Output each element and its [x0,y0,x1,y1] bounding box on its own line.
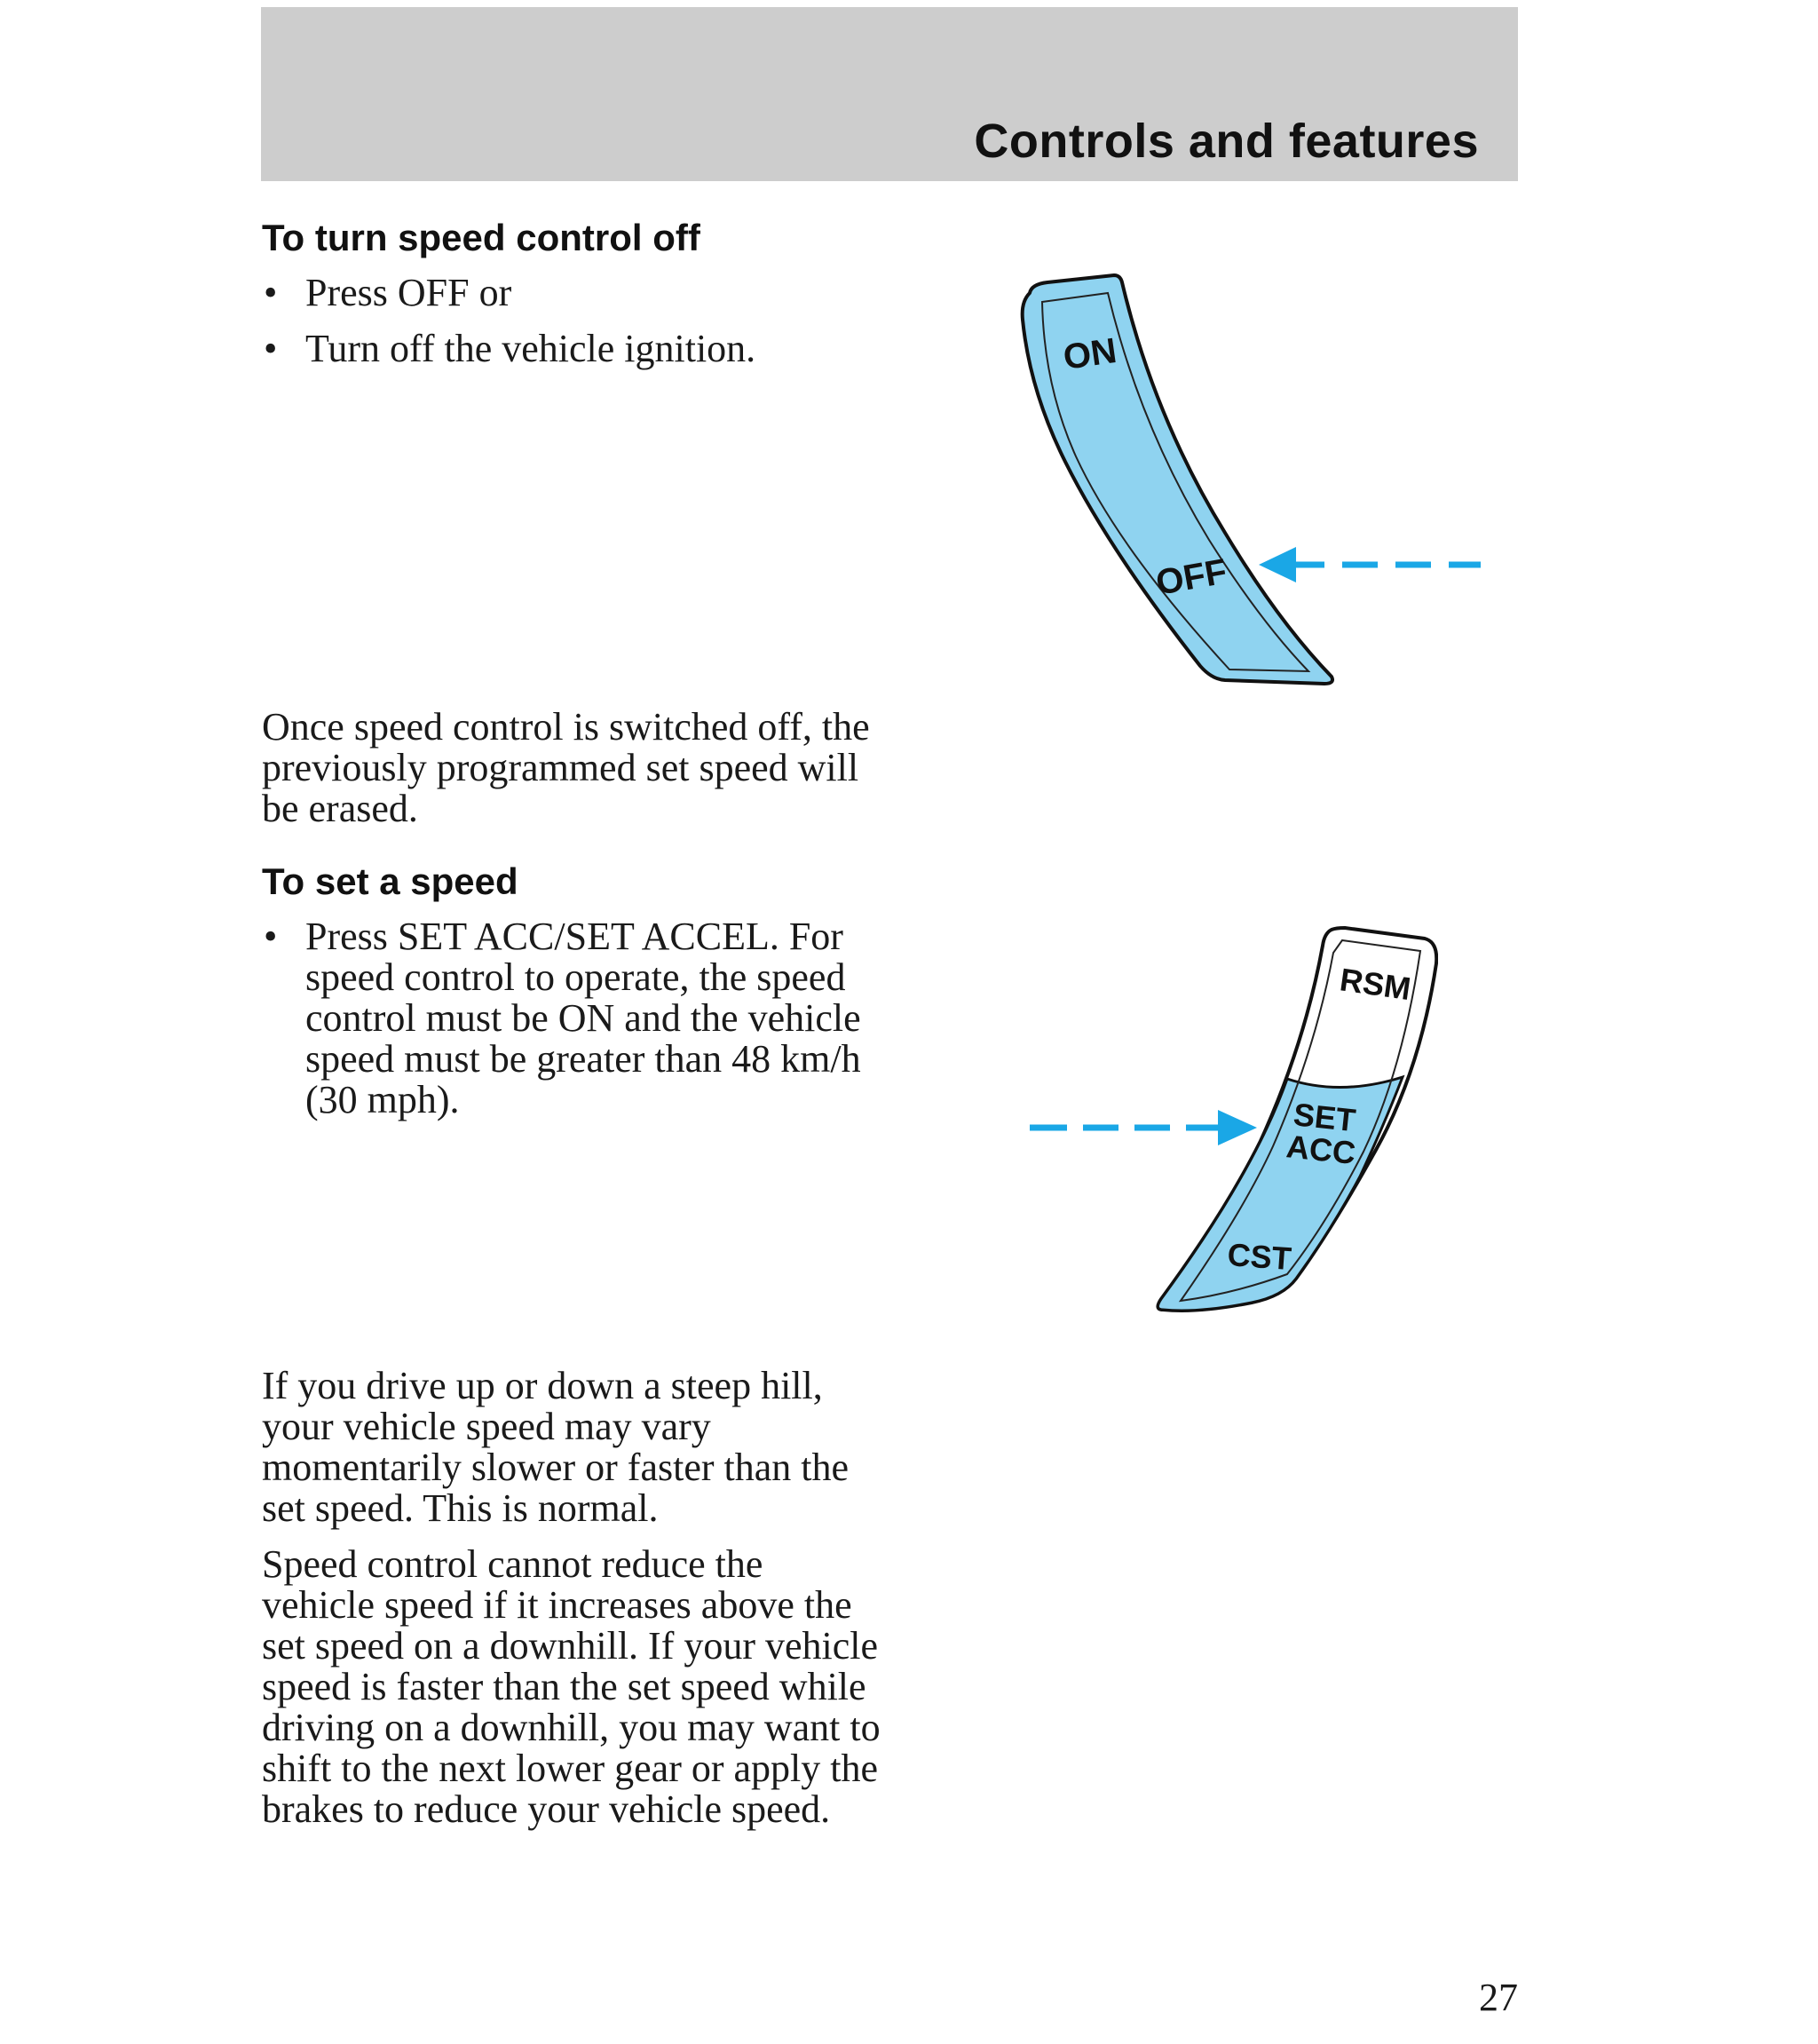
on-label: ON [1061,330,1119,377]
paragraph-hill: If you drive up or down a steep hill, your vehicle speed may vary momentarily slower or faster than the set speed. This is normal. [262,1364,850,1530]
bullet-text: Press OFF or [305,271,512,314]
page-header [261,7,1518,181]
bullet-text: Turn off the vehicle ignition. [305,327,756,370]
arrow-head-icon [1218,1110,1257,1145]
paragraph-downhill: Speed control cannot reduce the vehicle speed if it increases above the set speed on a downhill. If your vehicle speed is faster than the set speed while driving on a downhill, you may want to shift to the next lower gear or apply the brakes to reduce your vehicle speed. [262,1542,881,1831]
off-label: OFF [1152,551,1230,603]
cst-label: CST [1226,1236,1293,1278]
on-off-switch-body [1023,275,1332,684]
heading-set-speed: To set a speed [262,860,518,902]
bullet-text: Press SET ACC/SET ACCEL. For speed control to operate, the speed control must be ON and the vehicle speed must be greater than 48 km/h (30 mph). [305,915,861,1121]
arrow-head-icon [1259,547,1296,582]
bullet-icon: • [264,915,278,958]
list-item [262,273,901,313]
bullet-icon: • [264,271,278,314]
paragraph-erased: Once speed control is switched off, the previously programmed set speed will be erased. [262,705,870,830]
bullet-icon: • [264,327,278,370]
speed-control-set-figure [1030,919,1438,1336]
set-speed-bullet-list [262,916,883,1136]
speed-control-off-figure [1012,266,1491,701]
section-title: Controls and features [974,115,1479,168]
heading-turn-off: To turn speed control off [262,217,700,258]
page-number: 27 [1479,1976,1518,2019]
rsm-label: RSM [1337,961,1413,1008]
list-item [262,329,901,369]
acc-label: ACC [1284,1128,1358,1172]
list-item [262,916,883,1121]
set-label: SET [1292,1096,1358,1139]
turn-off-bullet-list [262,273,901,384]
